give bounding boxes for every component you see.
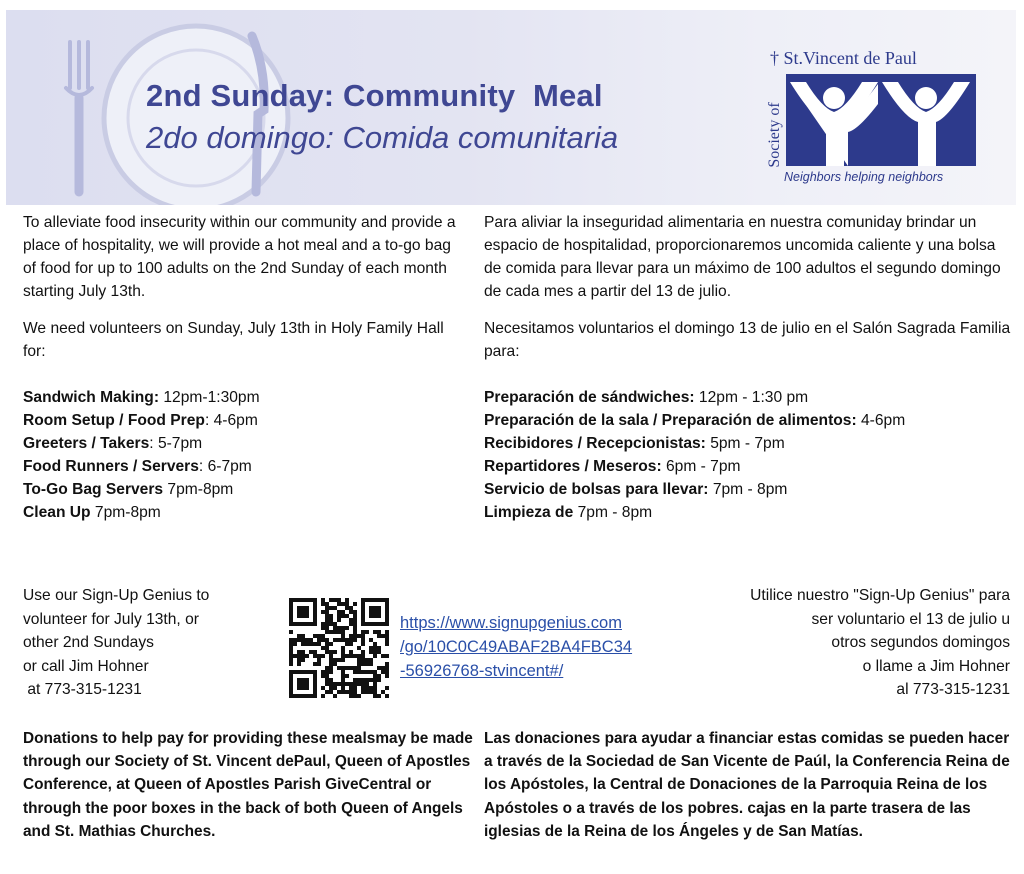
role-item: Clean Up 7pm-8pm bbox=[23, 504, 161, 521]
right-column bbox=[484, 211, 1014, 524]
roles-list-spanish bbox=[484, 386, 1014, 524]
role-item: Repartidores / Meseros: 6pm - 7pm bbox=[484, 458, 741, 475]
header-banner bbox=[6, 10, 1016, 205]
logo-tagline: Neighbors helping neighbors bbox=[784, 170, 944, 184]
role-item: Servicio de bolsas para llevar: 7pm - 8pm bbox=[484, 481, 788, 498]
signup-text-english: Use our Sign-Up Genius to volunteer for July 13th, or other 2nd Sundays or call Jim Hohner at 773-315-1231 bbox=[23, 587, 210, 698]
role-item: Room Setup / Food Prep: 4-6pm bbox=[23, 412, 258, 429]
svdp-emblem-icon bbox=[786, 74, 976, 166]
intro-english: To alleviate food insecurity within our community and provide a place of hospitality, we will provide a hot meal and a to-go bag of food for up to 100 adults on the 2nd Sunday of each month starting July 13th. bbox=[23, 214, 456, 300]
logo-name: † St.Vincent de Paul bbox=[770, 48, 917, 68]
role-item: Greeters / Takers: 5-7pm bbox=[23, 435, 203, 452]
donations-spanish: Las donaciones para ayudar a financiar estas comidas se pueden hacer a través de la Sociedad de San Vicente de Paúl, la Conferencia Reina de los Apóstoles, la Central de Donaciones de la Parroquia Reina de los Apóstoles o a través de los pobres. cajas en la parte trasera de las iglesias de la Reina de los Ángeles y de San Matías. bbox=[484, 730, 1010, 840]
roles-list-english bbox=[23, 386, 468, 524]
role-item: Sandwich Making: 12pm-1:30pm bbox=[23, 389, 260, 406]
role-item: Preparación de la sala / Preparación de alimentos: 4-6pm bbox=[484, 412, 906, 429]
signup-link[interactable]: https://www.signupgenius.com /go/10C0C49ABAF2BA4FBC34 -56926768-stvincent#/ bbox=[400, 614, 633, 680]
intro-spanish: Para aliviar la inseguridad alimentaria en nuestra comuniday brindar un espacio de hospitalidad, proporcionaremos uncomida caliente y una bolsa de comida para llevar para un máximo de 100 adultos el segundo domingo de cada mes a partir del 13 de julio. bbox=[484, 214, 1001, 300]
donations-english: Donations to help pay for providing these mealsmay be made through our Society of St. Vincent dePaul, Queen of Apostles Conference, at Queen of Apostles Parish GiveCentral or through the poor boxes in the back of both Queen of Angels and St. Mathias Churches. bbox=[23, 730, 473, 840]
svdp-logo bbox=[758, 46, 980, 194]
role-item: To-Go Bag Servers 7pm-8pm bbox=[23, 481, 234, 498]
title-english: 2nd Sunday: Community Meal bbox=[146, 78, 603, 113]
role-item: Limpieza de 7pm - 8pm bbox=[484, 504, 653, 521]
role-item: Food Runners / Servers: 6-7pm bbox=[23, 458, 252, 475]
logo-side-text: Society of bbox=[766, 102, 783, 168]
volunteers-spanish: Necesitamos voluntarios el domingo 13 de julio en el Salón Sagrada Familia para: bbox=[484, 320, 1011, 360]
title-spanish: 2do domingo: Comida comunitaria bbox=[146, 120, 619, 155]
role-item: Recibidores / Recepcionistas: 5pm - 7pm bbox=[484, 435, 785, 452]
qr-code-icon[interactable] bbox=[289, 598, 389, 698]
signup-text-spanish: Utilice nuestro "Sign-Up Genius" para ser voluntario el 13 de julio u otros segundos domingos o llame a Jim Hohner al 773-315-1231 bbox=[750, 587, 1010, 698]
volunteers-english: We need volunteers on Sunday, July 13th in Holy Family Hall for: bbox=[23, 320, 444, 360]
role-item: Preparación de sándwiches: 12pm - 1:30 pm bbox=[484, 389, 809, 406]
left-column bbox=[23, 211, 468, 524]
